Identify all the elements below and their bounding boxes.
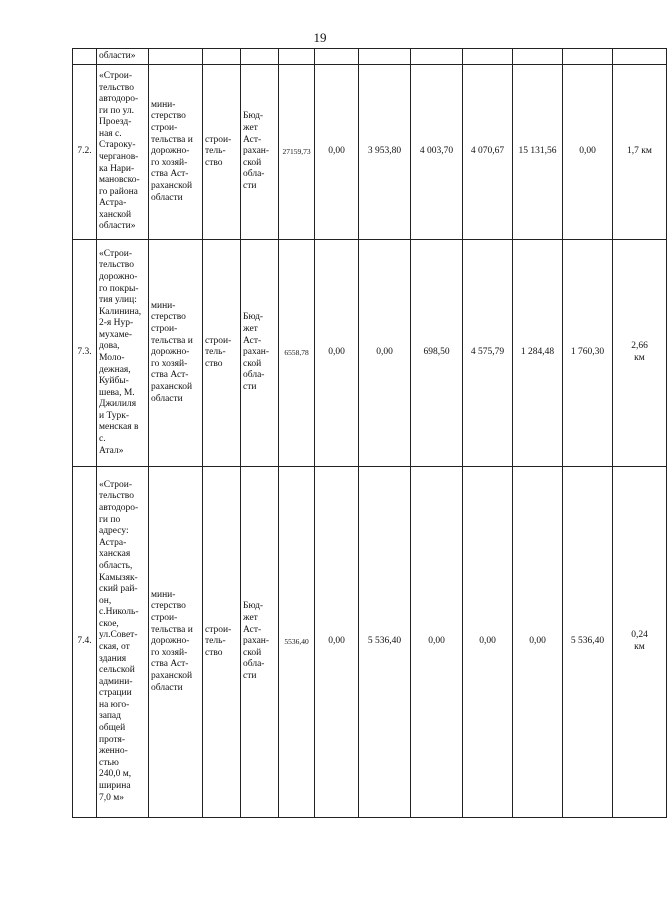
year-value: 0,00: [513, 467, 563, 818]
table-row: [73, 240, 667, 467]
funding-source: Бюд- жет Аст- рахан- ской обла- сти: [241, 240, 279, 467]
year-value: 1 760,30: [563, 240, 613, 467]
total-value: 5536,40: [279, 467, 315, 818]
year-value: 4 070,67: [463, 65, 513, 240]
year-value: 0,00: [563, 65, 613, 240]
executor: мини- стерство строи- тельства и дорожно- го хозяй- ства Аст- раханской области: [149, 467, 203, 818]
year-value: 0,00: [463, 467, 513, 818]
table-row: [73, 467, 667, 818]
year-value: 5 536,40: [563, 467, 613, 818]
executor: мини- стерство строи- тельства и дорожно- го хозяй- ства Аст- раханской области: [149, 240, 203, 467]
continuation-row: [73, 49, 667, 65]
work-type: строи- тель- ство: [203, 467, 241, 818]
result-length: 1,7 км: [613, 65, 667, 240]
year-value: 0,00: [315, 240, 359, 467]
year-value: 0,00: [411, 467, 463, 818]
work-type: строи- тель- ство: [203, 65, 241, 240]
row-number: 7.3.: [73, 240, 97, 467]
year-value: 5 536,40: [359, 467, 411, 818]
work-type: строи- тель- ство: [203, 240, 241, 467]
row-number: 7.2.: [73, 65, 97, 240]
year-value: 1 284,48: [513, 240, 563, 467]
year-value: 0,00: [315, 467, 359, 818]
year-value: 4 003,70: [411, 65, 463, 240]
row-number: 7.4.: [73, 467, 97, 818]
executor: мини- стерство строи- тельства и дорожно- го хозяй- ства Аст- раханской области: [149, 65, 203, 240]
year-value: 15 131,56: [513, 65, 563, 240]
page-number: 19: [313, 30, 327, 45]
funding-source: Бюд- жет Аст- рахан- ской обла- сти: [241, 65, 279, 240]
program-table: [72, 48, 667, 818]
year-value: 4 575,79: [463, 240, 513, 467]
year-value: 698,50: [411, 240, 463, 467]
project-name: «Строи- тельство автодоро- ги по ул. Проезд- ная с. Староку- черганов- ка Нари- мановско- го района Астра- ханской области»: [97, 65, 149, 240]
result-length: 2,66 км: [613, 240, 667, 467]
project-name: «Строи- тельство автодоро- ги по адресу: Астра- ханская область, Камызяк- ский рай- он, с.Николь- ское, ул.Совет- ская, от здания сельской админи- страции на юго- запад общей протя- женно- стью 240,0 м, ширина 7,0 м»: [97, 467, 149, 818]
funding-source: Бюд- жет Аст- рахан- ской обла- сти: [241, 467, 279, 818]
total-value: 6558,78: [279, 240, 315, 467]
result-length: 0,24 км: [613, 467, 667, 818]
total-value: 27159,73: [279, 65, 315, 240]
year-value: 0,00: [359, 240, 411, 467]
project-name: «Строи- тельство дорожно- го покры- тия улиц: Калинина, 2-я Нур- мухаме- дова, Моло- дежная, Куйбы- шева, М. Джилиля и Турк- менская в с. Атал»: [97, 240, 149, 467]
continuation-text: области»: [97, 49, 149, 65]
year-value: 3 953,80: [359, 65, 411, 240]
table-row: [73, 65, 667, 240]
year-value: 0,00: [315, 65, 359, 240]
